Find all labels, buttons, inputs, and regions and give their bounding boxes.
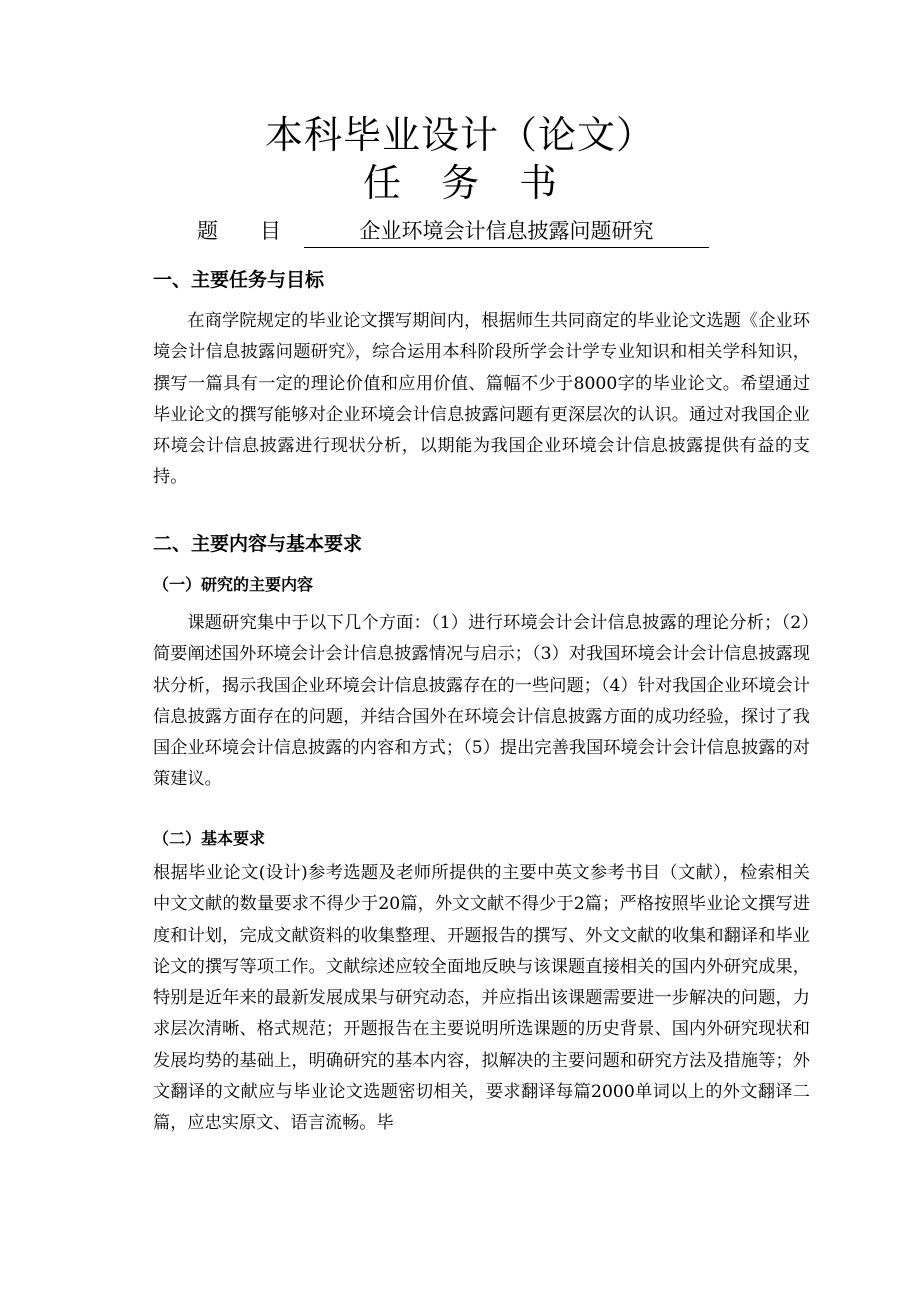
subsection-heading: （一）研究的主要内容 xyxy=(153,575,314,594)
subtitle-char: 务 xyxy=(440,161,479,205)
section-paragraph: 在商学院规定的毕业论文撰写期间内，根据师生共同商定的毕业论文选题《企业环境会计信息披露问题研究》，综合运用本科阶段所学会计学专业知识和相关学科知识，撰写一篇具有一定的理论价值和应用价值、篇幅不少于8000字的毕业论文。希望通过毕业论文的撰写能够对企业环境会计信息披露问题有更深层次的认识。通过对我国企业环境会计信息披露进行现状分析，以期能为我国企业环境会计信息披露提供有益的支持。 xyxy=(153,311,810,488)
document-subtitle xyxy=(0,160,920,206)
topic-label-char: 题 xyxy=(197,219,218,243)
section-heading: 一、主要任务与目标 xyxy=(153,269,325,291)
subtitle-char: 任 xyxy=(362,161,401,205)
topic-label-char: 目 xyxy=(260,219,281,243)
topic-value: 企业环境会计信息披露问题研究 xyxy=(304,215,709,248)
document-title: 本科毕业设计（论文） xyxy=(264,113,655,157)
topic-label xyxy=(197,219,281,243)
subsection-heading: （二）基本要求 xyxy=(153,829,266,848)
subtitle-char: 书 xyxy=(519,161,558,205)
section-heading: 二、主要内容与基本要求 xyxy=(153,533,363,555)
topic-row xyxy=(197,215,654,247)
section-paragraph: 根据毕业论文(设计)参考选题及老师所提供的主要中英文参考书目（文献），检索相关中文文献的数量要求不得少于20篇，外文文献不得少于2篇；严格按照毕业论文撰写进度和计划，完成文献资料的收集整理、开题报告的撰写、外文文献的收集和翻译和毕业论文的撰写等项工作。文献综述应较全面地反映与该课题直接相关的国内外研究成果，特别是近年来的最新发展成果与研究动态，并应指出该课题需要进一步解决的问题，力求层次清晰、格式规范；开题报告在主要说明所选课题的历史背景、国内外研究现状和发展均势的基础上，明确研究的基本内容，拟解决的主要问题和研究方法及措施等；外文翻译的文献应与毕业论文选题密切相关，要求翻译每篇2000单词以上的外文翻译二篇，应忠实原文、语言流畅。毕 xyxy=(153,863,810,1134)
section-paragraph: 课题研究集中于以下几个方面：（1）进行环境会计会计信息披露的理论分析；（2）简要阐述国外环境会计会计信息披露情况与启示；（3）对我国环境会计会计信息披露现状分析，揭示我国企业环境会计信息披露存在的一些问题；（4）针对我国企业环境会计信息披露方面存在的问题，并结合国外在环境会计信息披露方面的成功经验，探讨了我国企业环境会计信息披露的内容和方式；（5）提出完善我国环境会计会计信息披露的对策建议。 xyxy=(153,613,810,790)
